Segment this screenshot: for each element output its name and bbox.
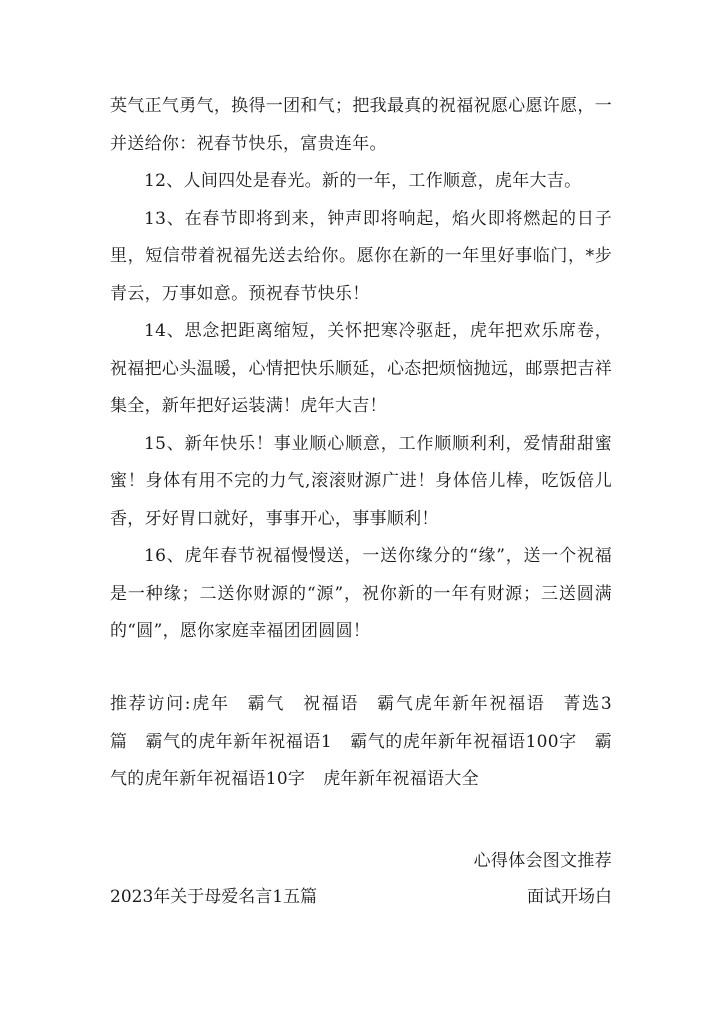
related-article-right[interactable]: 面试开场白 [527,887,612,907]
recommend-link-blessings-10[interactable]: 霸气的虎年新年祝福语10字 [110,731,612,789]
paragraph-item-15: 15、新年快乐！事业顺心顺意，工作顺顺利利，爱情甜甜蜜蜜！身体有用不完的力气,滚滚财源广进！身体倍儿棒，吃饭倍儿香，牙好胃口就好，事事开心，事事顺利！ [110,433,612,529]
section-title: 心得体会图文推荐 [473,851,612,871]
paragraph-item-13: 13、在春节即将到来，钟声即将响起，焰火即将燃起的日子里，短信带着祝福先送去给你。愿你在新的一年里好事临门，*步青云，万事如意。预祝春节快乐！ [110,208,612,304]
related-articles [110,879,612,917]
recommend-link-domineering-tiger-blessings[interactable]: 霸气虎年新年祝福语 [377,694,546,714]
recommend-link-domineering[interactable]: 霸气 [247,694,286,714]
paragraph-item-12: 12、人间四处是春光。新的一年，工作顺意，虎年大吉。 [144,171,582,191]
recommend-link-blessings-collection[interactable]: 虎年新年祝福语大全 [323,769,479,789]
paragraph-item-16: 16、虎年春节祝福慢慢送，一送你缘分的“缘”，送一个祝福是一种缘；二送你财源的“源”，祝你新的一年有财源；三送圆满的“圆”，愿你家庭幸福团团圆圆！ [110,546,612,641]
paragraph-item-14: 14、思念把距离缩短，关怀把寒冷驱赶，虎年把欢乐席卷，祝福把心头温暖，心情把快乐顺延，心态把烦恼抛远，邮票把吉祥集全，新年把好运装满！虎年大吉！ [110,321,612,416]
related-article-left[interactable]: 2023年关于母爱名言1五篇 [110,887,318,907]
recommend-link-selected-3[interactable]: 菁选3篇 [110,694,613,752]
article-body [110,88,612,651]
recommended-visits [110,686,612,799]
recommend-link-blessings-100[interactable]: 霸气的虎年新年祝福语100字 [350,731,577,752]
recommend-link-tiger-year[interactable]: 虎年 [190,694,230,714]
recommend-link-blessings[interactable]: 祝福语 [303,694,360,714]
recommend-link-blessings-1[interactable]: 霸气的虎年新年祝福语1 [145,731,332,752]
recommend-prefix: 推荐访问: [110,694,191,714]
paragraph-continuation: 英气正气勇气，换得一团和气；把我最真的祝福祝愿心愿许愿，一并送给你：祝春节快乐，富贵连年。 [110,96,612,154]
